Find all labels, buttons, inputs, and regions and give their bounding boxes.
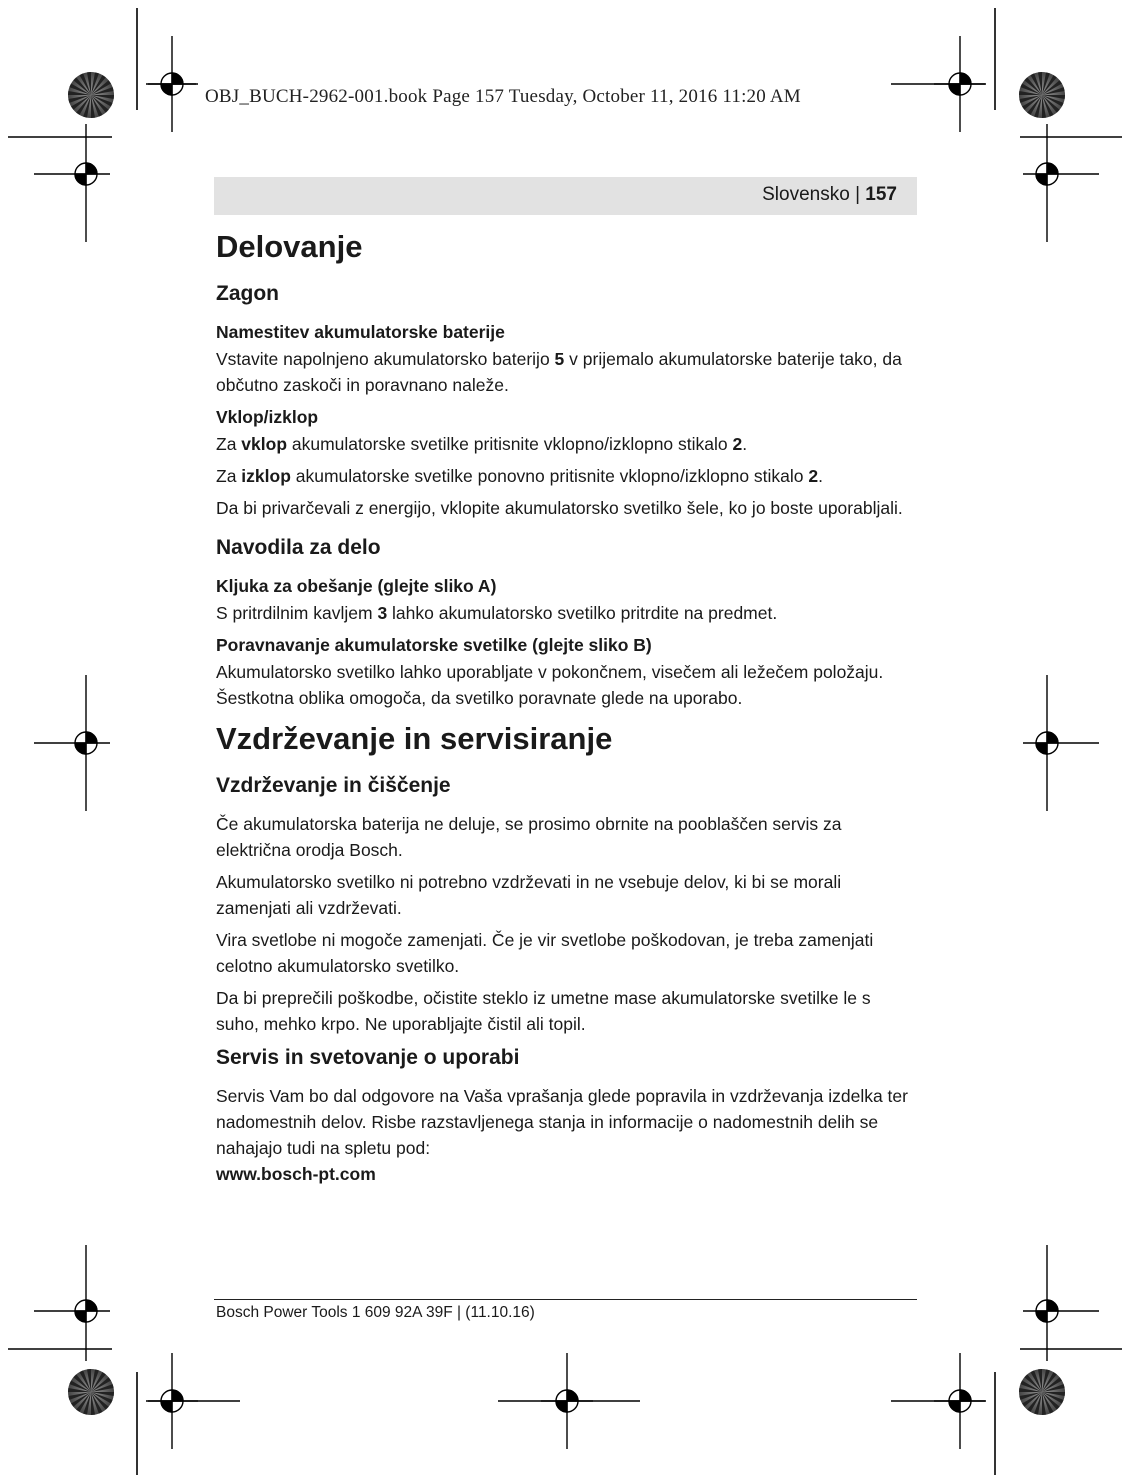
subsection-title-zagon: Zagon — [216, 282, 279, 305]
heading-hook: Kljuka za obešanje (glejte sliko A) — [216, 576, 497, 596]
paragraph-ciscenje-3: Vira svetlobe ni mogoče zamenjati. Če je vir svetlobe poškodovan, je treba zamenjati celotno akumulatorsko svetilko. — [216, 930, 874, 976]
page-number: 157 — [865, 184, 897, 205]
registration-mark — [1023, 1245, 1099, 1361]
paragraph-align: Akumulatorsko svetilko lahko uporabljate v pokončnem, visečem ali ležečem položaju. Šestkotna oblika omogoča, da svetilko poravnate glede na uporabo. — [216, 662, 884, 708]
registration-mark — [34, 675, 110, 811]
star-target-icon — [1019, 72, 1065, 118]
print-header: OBJ_BUCH-2962-001.book Page 157 Tuesday, October 11, 2016 11:20 AM — [205, 86, 801, 107]
ref-number: 3 — [377, 603, 388, 623]
paragraph-servis: Servis Vam bo dal odgovore na Vaša vprašanja glede popravila in vzdrževanja izdelka ter nadomestnih delov. Risbe razstavljenega stanja in informacije o nadomestnih delih se nahajajo tudi na spletu pod: — [216, 1086, 908, 1158]
ref-number: 2 — [808, 466, 819, 486]
registration-mark — [34, 124, 110, 242]
heading-align: Poravnavanje akumulatorske svetilke (glejte sliko B) — [216, 635, 652, 655]
section-title-delovanje: Delovanje — [216, 229, 363, 264]
paragraph-energy: Da bi privarčevali z energijo, vklopite akumulatorsko svetilko šele, ko jo boste uporabljali. — [216, 498, 903, 518]
star-target-icon — [68, 1369, 114, 1415]
running-header-label — [762, 184, 897, 206]
paragraph-ciscenje-4: Da bi preprečili poškodbe, očistite steklo iz umetne mase akumulatorske svetilke le s suho, mehko krpo. Ne uporabljajte čistil ali topil. — [216, 988, 871, 1034]
subsection-title-navodila: Navodila za delo — [216, 536, 381, 559]
footer-rule — [214, 1299, 917, 1300]
registration-mark — [1023, 675, 1099, 811]
page-footer: Bosch Power Tools 1 609 92A 39F | (11.10.16) — [216, 1304, 535, 1321]
running-header — [214, 177, 917, 215]
subsection-title-ciscenje: Vzdrževanje in čiščenje — [216, 774, 451, 797]
paragraph-battery: Vstavite napolnjeno akumulatorsko baterijo 5 v prijemalo akumulatorske baterije tako, da občutno zaskoči in poravnano naleže. — [216, 349, 902, 395]
paragraph-ciscenje-2: Akumulatorsko svetilko ni potrebno vzdrževati in ne vsebuje delov, ki bi se morali zamenjati ali vzdrževati. — [216, 872, 842, 918]
registration-mark — [146, 36, 198, 132]
registration-mark — [934, 1353, 986, 1449]
registration-mark — [541, 1353, 593, 1449]
website-link[interactable]: www.bosch-pt.com — [216, 1164, 376, 1184]
heading-switch: Vklop/izklop — [216, 407, 319, 427]
registration-mark — [1023, 124, 1099, 242]
ref-number: 5 — [554, 349, 565, 369]
paragraph-ciscenje-1: Če akumulatorska baterija ne deluje, se prosimo obrnite na pooblaščen servis za električna orodja Bosch. — [216, 814, 842, 860]
subsection-title-servis: Servis in svetovanje o uporabi — [216, 1046, 520, 1069]
section-title-vzdrzevanje: Vzdrževanje in servisiranje — [216, 721, 613, 756]
separator: | — [855, 184, 861, 205]
registration-mark — [934, 36, 986, 132]
star-target-icon — [1019, 1369, 1065, 1415]
paragraph-hook: S pritrdilnim kavljem 3 lahko akumulatorsko svetilko pritrdite na predmet. — [216, 603, 778, 623]
page-body — [216, 225, 916, 1187]
language-label: Slovensko — [762, 184, 850, 205]
heading-battery: Namestitev akumulatorske baterije — [216, 322, 505, 342]
paragraph-switch-off: Za izklop akumulatorske svetilke ponovno pritisnite vklopno/izklopno stikalo 2. — [216, 466, 823, 486]
ref-number: 2 — [732, 434, 743, 454]
registration-mark — [34, 1245, 110, 1361]
paragraph-switch-on: Za vklop akumulatorske svetilke pritisnite vklopno/izklopno stikalo 2. — [216, 434, 748, 454]
registration-mark — [146, 1353, 198, 1449]
star-target-icon — [68, 72, 114, 118]
